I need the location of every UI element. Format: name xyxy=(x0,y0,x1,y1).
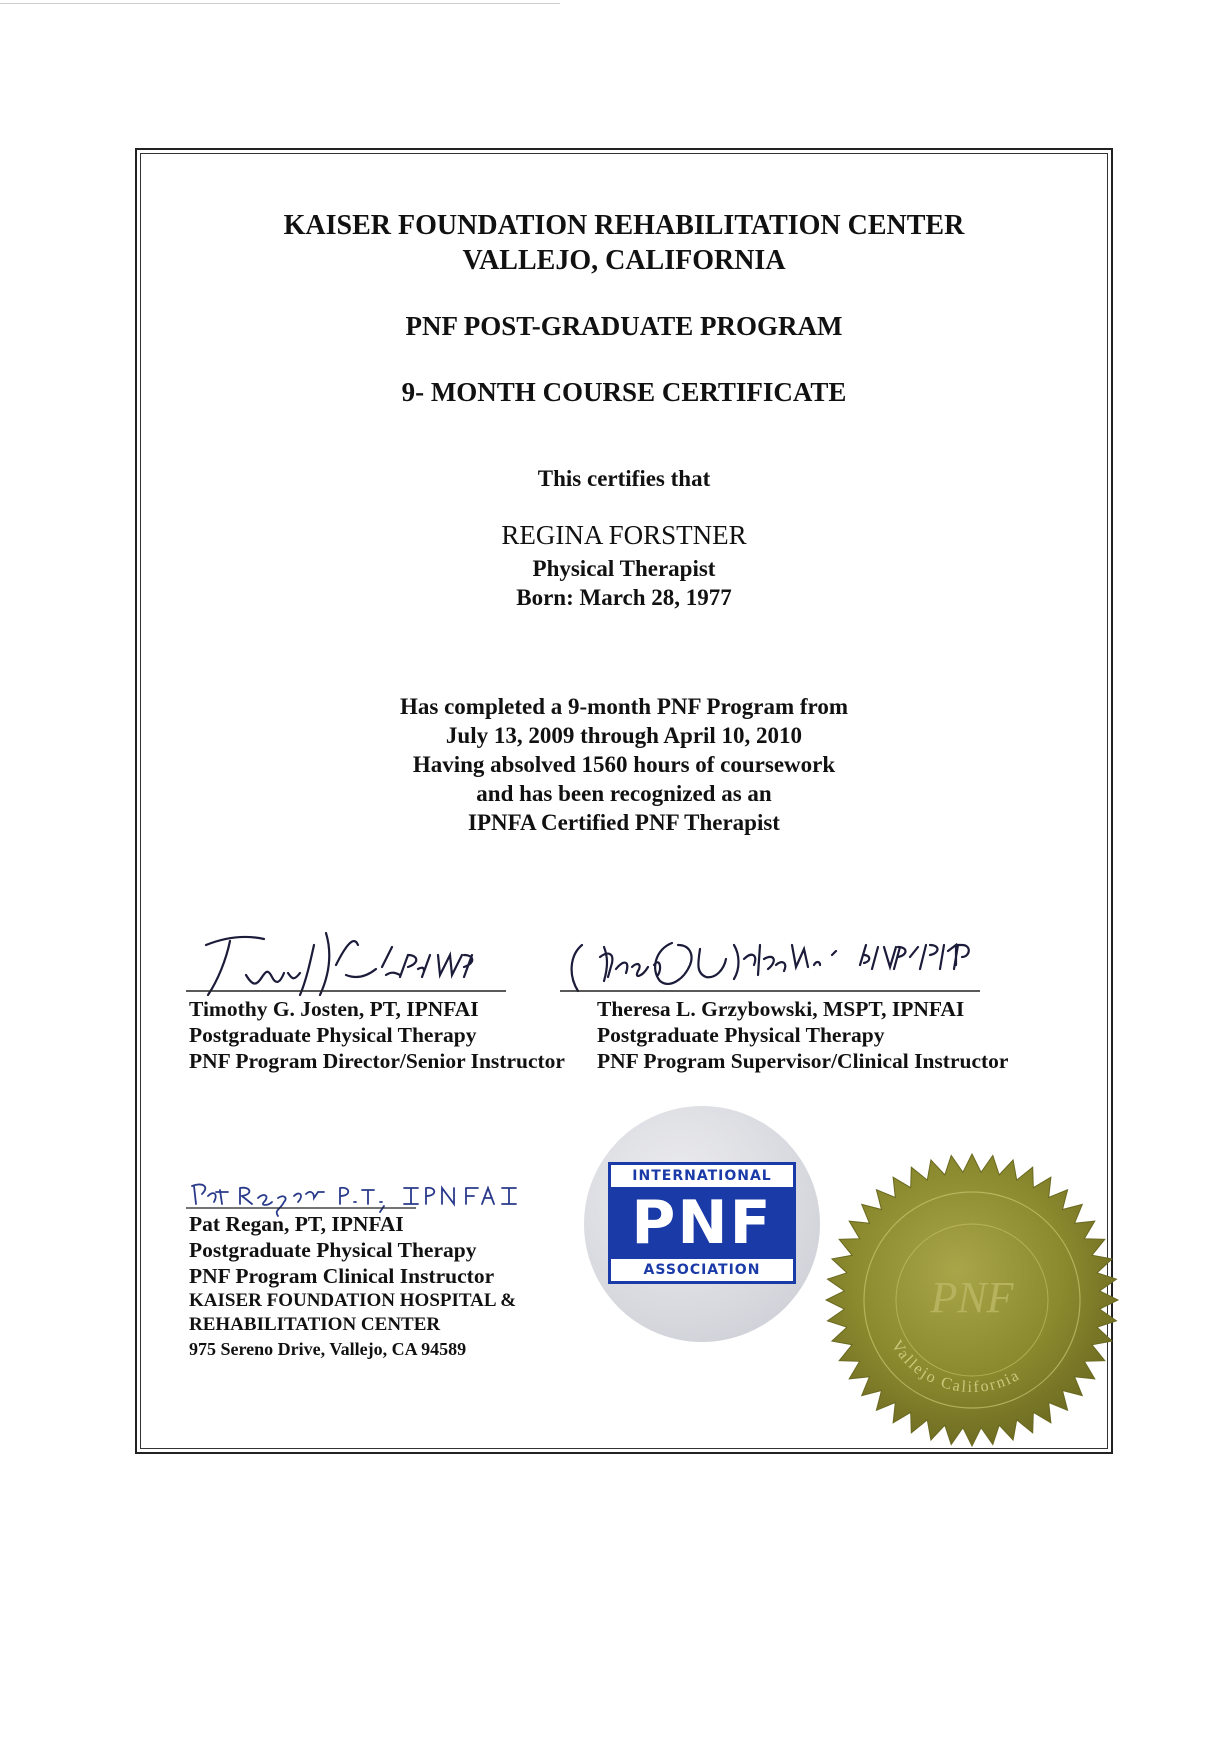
certificate-title: 9- MONTH COURSE CERTIFICATE xyxy=(401,377,847,407)
completion-line: Having absolved 1560 hours of coursework xyxy=(412,752,836,777)
completion-line: Has completed a 9-month PNF Program from xyxy=(400,694,848,719)
institution-location: VALLEJO, CALIFORNIA xyxy=(462,245,786,276)
completion-line: and has been recognized as an xyxy=(476,781,772,806)
signatory-role: Postgraduate Physical Therapy xyxy=(597,1023,885,1047)
completion-line: July 13, 2009 through April 10, 2010 xyxy=(445,723,803,748)
signatory-title: PNF Program Clinical Instructor xyxy=(189,1264,495,1288)
organization-name-cont: REHABILITATION CENTER xyxy=(189,1314,441,1335)
signatory-name: Theresa L. Grzybowski, MSPT, IPNFAI xyxy=(597,997,965,1021)
signatory-name: Timothy G. Josten, PT, IPNFAI xyxy=(189,997,479,1021)
signatory-title: PNF Program Supervisor/Clinical Instructor xyxy=(597,1049,1009,1073)
signature-timothy-josten xyxy=(186,925,526,1005)
certifies-intro: This certifies that xyxy=(537,466,711,491)
seal-ring-text: Vallejo California xyxy=(887,1337,1024,1397)
logo-bottom-text: ASSOCIATION xyxy=(643,1262,761,1278)
signatory-block-josten xyxy=(189,996,565,1074)
signatory-block-regan xyxy=(189,1211,516,1361)
institution-name: KAISER FOUNDATION REHABILITATION CENTER xyxy=(283,210,965,241)
organization-name: KAISER FOUNDATION HOSPITAL & xyxy=(189,1290,517,1311)
signatory-title: PNF Program Director/Senior Instructor xyxy=(189,1049,565,1073)
logo-top-text: INTERNATIONAL xyxy=(613,1167,791,1185)
program-title: PNF POST-GRADUATE PROGRAM xyxy=(405,311,843,341)
completion-line: IPNFA Certified PNF Therapist xyxy=(468,810,780,835)
gold-seal-icon xyxy=(822,1150,1122,1450)
pnf-logo-box xyxy=(608,1162,796,1284)
seal-emblem: PNF xyxy=(930,1273,1014,1322)
recipient-profession: Physical Therapist xyxy=(532,556,716,581)
logo-main-text: PNF xyxy=(611,1187,793,1259)
signatory-name: Pat Regan, PT, IPNFAI xyxy=(189,1212,404,1236)
signatory-block-grzybowski xyxy=(597,996,1008,1074)
signatory-role: Postgraduate Physical Therapy xyxy=(189,1023,477,1047)
recipient-birthdate: Born: March 28, 1977 xyxy=(516,585,732,610)
scan-artifact-line xyxy=(0,3,560,4)
pnf-association-logo xyxy=(584,1106,820,1342)
organization-address: 975 Sereno Drive, Vallejo, CA 94589 xyxy=(189,1339,467,1359)
signatory-role: Postgraduate Physical Therapy xyxy=(189,1238,477,1262)
recipient-name: REGINA FORSTNER xyxy=(501,520,747,550)
